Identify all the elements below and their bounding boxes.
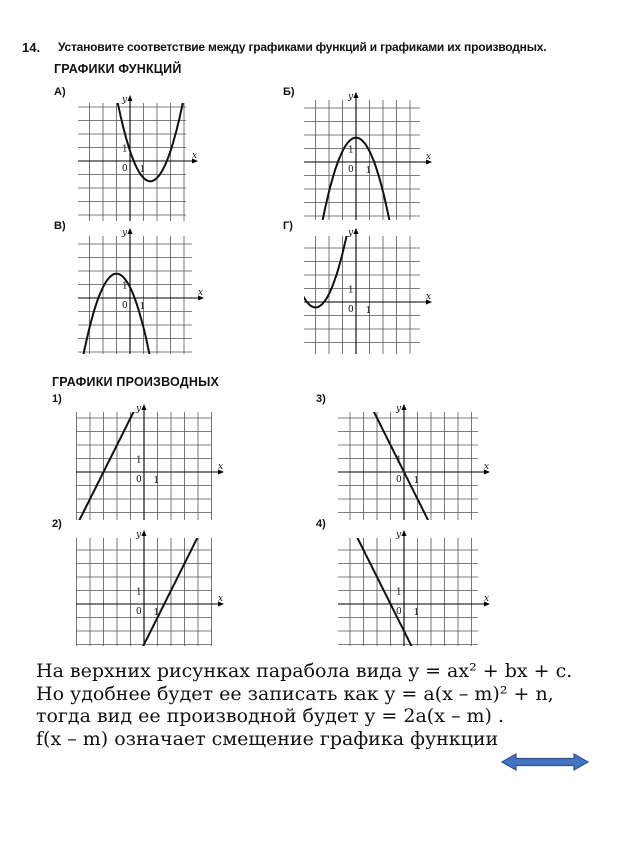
explanation-line-3: f(x – m) означает смещение графика функции <box>36 727 499 750</box>
origin-label: 0 <box>396 607 402 617</box>
derivative-graph-1 <box>76 404 228 522</box>
y-unit-label: 1 <box>136 587 142 598</box>
y-axis-label: y <box>136 404 142 414</box>
x-unit-label: 1 <box>139 302 146 312</box>
function-label-b: Б) <box>283 86 295 98</box>
grid-lines <box>304 236 420 354</box>
origin-label: 0 <box>122 164 128 174</box>
functions-heading: ГРАФИКИ ФУНКЦИЙ <box>54 62 182 76</box>
y-unit-label: 1 <box>348 285 354 296</box>
x-unit-label: 1 <box>153 608 160 618</box>
x-unit-label: 1 <box>153 476 160 486</box>
grid-lines <box>338 412 478 520</box>
x-axis-label: x <box>198 288 204 298</box>
function-graph-g <box>304 228 436 356</box>
task-statement: Установите соответствие между графиками функций и графиками их производных. <box>58 40 547 54</box>
y-unit-label: 1 <box>136 455 142 466</box>
x-axis-label: x <box>192 151 198 161</box>
function-label-v: В) <box>54 220 66 232</box>
y-axis-label: y <box>122 228 128 238</box>
x-unit-label: 1 <box>139 165 146 175</box>
derivative-graph-4 <box>338 530 494 648</box>
x-axis-label: x <box>218 594 224 604</box>
x-axis-label: x <box>426 292 432 302</box>
double-arrow-icon[interactable] <box>500 752 590 776</box>
x-axis-label: x <box>484 462 490 472</box>
origin-label: 0 <box>136 607 142 617</box>
x-axis-label: x <box>426 152 432 162</box>
x-unit-label: 1 <box>413 608 420 618</box>
origin-label: 0 <box>122 301 128 311</box>
y-unit-label: 1 <box>348 145 354 156</box>
grid-lines <box>78 236 192 354</box>
grid-lines <box>78 103 186 221</box>
explanation-line-2: Но удобнее будет ее записать как y = a(x – m)² + n, тогда вид ее производной будет y = 2a(x – m) . <box>36 682 554 727</box>
derivative-graph-2 <box>76 530 228 648</box>
y-unit-label: 1 <box>396 587 402 598</box>
origin-label: 0 <box>348 165 354 175</box>
function-label-g: Г) <box>283 220 293 232</box>
x-unit-label: 1 <box>365 306 372 316</box>
y-axis-arrow <box>128 95 133 101</box>
origin-label: 0 <box>136 475 142 485</box>
explanation-text <box>36 660 596 750</box>
x-axis-label: x <box>484 594 490 604</box>
y-axis-label: y <box>396 404 402 414</box>
y-axis-arrow <box>142 404 147 410</box>
y-axis-label: y <box>396 530 402 540</box>
grid-lines <box>338 538 478 646</box>
y-axis-arrow <box>402 404 407 410</box>
parabola-curve <box>90 0 200 181</box>
y-axis-label: y <box>136 530 142 540</box>
y-axis-arrow <box>402 530 407 536</box>
y-unit-label: 1 <box>122 144 128 155</box>
function-label-a: А) <box>54 86 66 98</box>
function-graph-a <box>78 95 202 223</box>
x-unit-label: 1 <box>413 476 420 486</box>
y-axis-label: y <box>122 95 128 105</box>
y-axis-arrow <box>142 530 147 536</box>
derivatives-heading: ГРАФИКИ ПРОИЗВОДНЫХ <box>52 375 220 389</box>
x-unit-label: 1 <box>365 166 372 176</box>
y-unit-label: 1 <box>122 281 128 292</box>
y-axis-label: y <box>348 92 354 102</box>
y-axis-arrow <box>128 228 133 234</box>
y-unit-label: 1 <box>396 455 402 466</box>
origin-label: 0 <box>396 475 402 485</box>
explanation-line-1: На верхних рисунках парабола вида y = ax² + bx + c. <box>36 660 573 682</box>
derivative-label-3: 3) <box>316 393 326 405</box>
y-axis-arrow <box>354 228 359 234</box>
origin-label: 0 <box>348 305 354 315</box>
task-number: 14. <box>22 40 41 55</box>
function-graph-v <box>78 228 208 356</box>
derivative-label-1: 1) <box>52 393 62 405</box>
y-axis-label: y <box>348 228 354 238</box>
function-graph-b <box>304 92 436 222</box>
derivative-label-4: 4) <box>316 518 326 530</box>
derivative-graph-3 <box>338 404 494 522</box>
y-axis-arrow <box>354 92 359 98</box>
derivative-line <box>325 472 492 806</box>
derivative-label-2: 2) <box>52 518 62 530</box>
grid-lines <box>304 100 420 220</box>
x-axis-label: x <box>218 462 224 472</box>
